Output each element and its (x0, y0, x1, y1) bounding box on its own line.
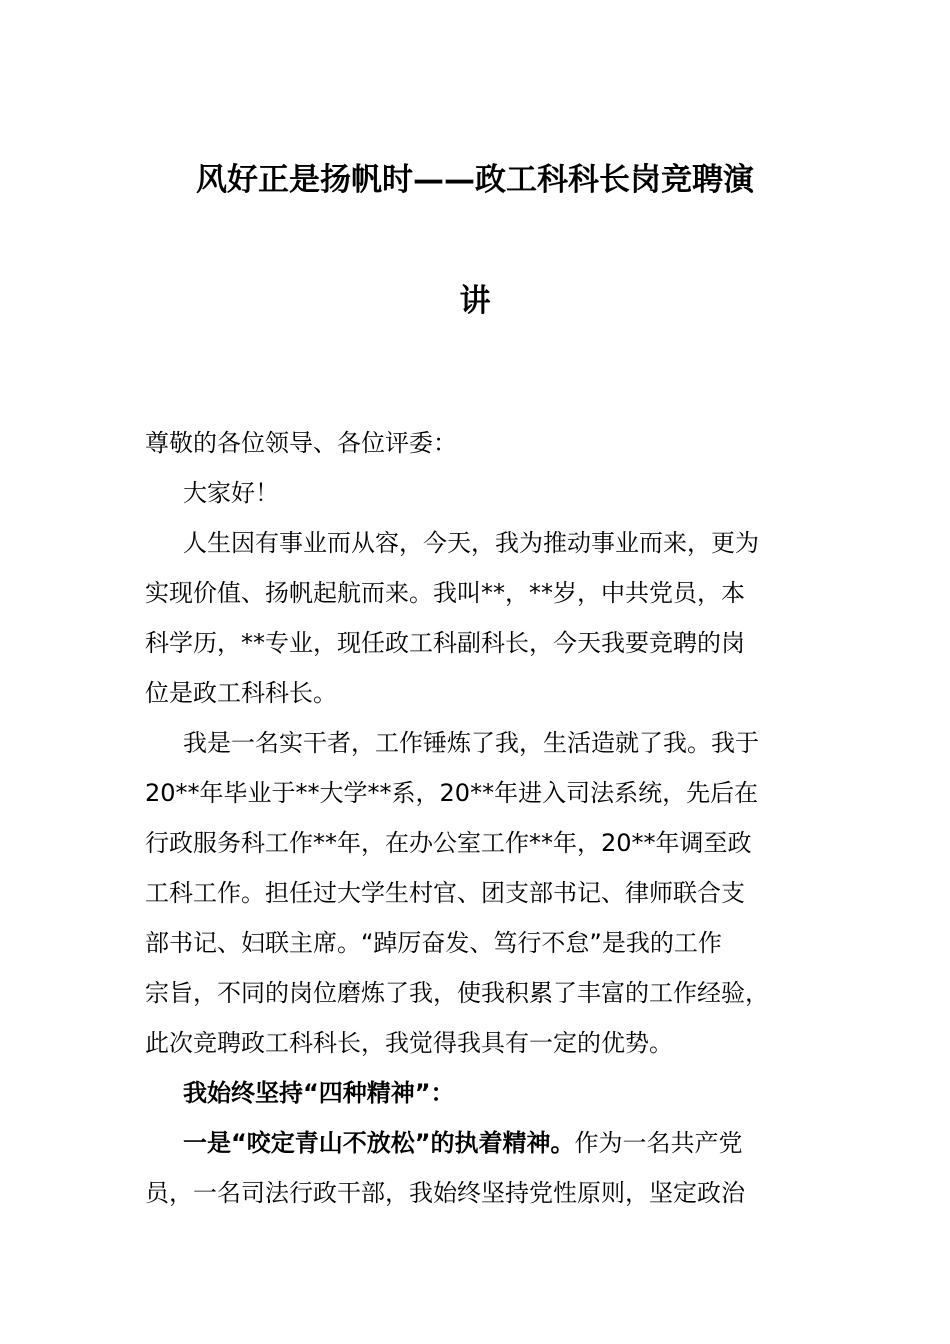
heading-four-spirits (145, 1068, 805, 1118)
paragraph-point-one (145, 1118, 805, 1218)
paragraph-line: 实现价值、扬帆起航而来。我叫**，**岁，中共党员，本 (145, 579, 745, 607)
paragraph-line: 此次竞聘政工科科长，我觉得我具有一定的优势。 (145, 1029, 673, 1057)
paragraph-line: 行政服务科工作**年，在办公室工作**年，20**年调至政 (145, 829, 752, 857)
paragraph-line: 我是一名实干者，工作锤炼了我，生活造就了我。我于 (183, 729, 759, 757)
heading-four-spirits-text: 我始终坚持“四种精神”： (183, 1079, 455, 1107)
document-body (145, 418, 805, 1218)
paragraph-experience (145, 718, 805, 1068)
paragraph-intro (145, 518, 805, 718)
paragraph-line: 人生因有事业而从容，今天，我为推动事业而来，更为 (183, 529, 759, 557)
greeting-text: 大家好！ (183, 479, 279, 507)
document-title-line-1: 风好正是扬帆时——政工科科长岗竞聘演 (196, 162, 754, 198)
point-one-text: 作为一名共产党 (574, 1129, 743, 1157)
paragraph-line: 科学历，**专业，现任政工科副科长，今天我要竞聘的岗 (145, 629, 745, 657)
paragraph-line: 宗旨，不同的岗位磨炼了我，使我积累了丰富的工作经验， (145, 979, 769, 1007)
document-title-line-2: 讲 (459, 283, 491, 319)
greeting (145, 468, 805, 518)
salutation (145, 418, 805, 468)
paragraph-line: 位是政工科科长。 (145, 679, 337, 707)
paragraph-line: 部书记、妇联主席。“踔厉奋发、笃行不怠”是我的工作 (145, 929, 722, 957)
paragraph-line: 工科工作。担任过大学生村官、团支部书记、律师联合支 (145, 879, 745, 907)
salutation-text: 尊敬的各位领导、各位评委： (145, 429, 457, 457)
point-one-lead: 一是“咬定青山不放松”的执着精神。 (183, 1129, 575, 1157)
paragraph-line: 员，一名司法行政干部，我始终坚持党性原则，坚定政治 (145, 1179, 745, 1207)
paragraph-line (145, 1118, 805, 1168)
paragraph-line: 20**年毕业于**大学**系，20**年进入司法系统，先后在 (145, 779, 759, 807)
